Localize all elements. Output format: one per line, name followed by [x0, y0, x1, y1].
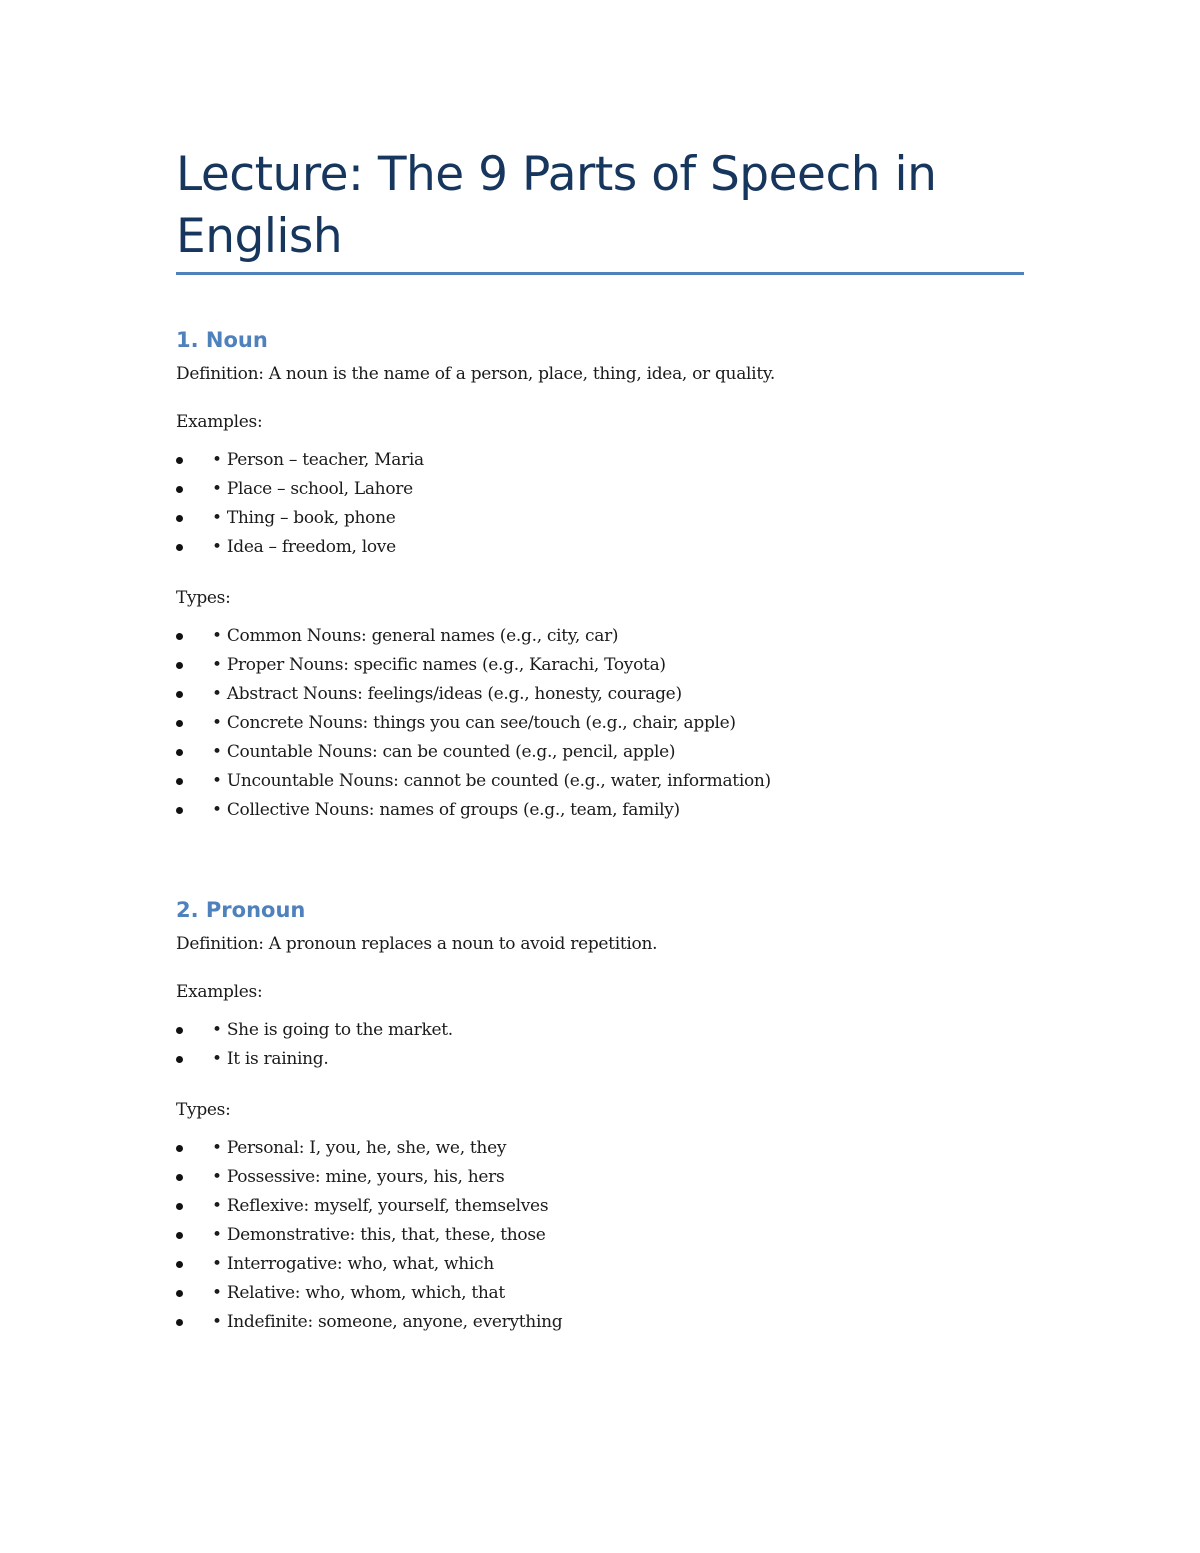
list-item	[176, 1134, 1024, 1163]
list-item-text: • Collective Nouns: names of groups (e.g., team, family)	[212, 800, 680, 820]
bullet-dot-icon	[176, 1261, 183, 1268]
section-noun	[176, 326, 1024, 825]
list-item-text: • Demonstrative: this, that, these, those	[212, 1225, 546, 1245]
list-item	[176, 533, 1024, 562]
section-pronoun	[176, 896, 1024, 1337]
bullet-dot-icon	[176, 1027, 183, 1034]
list-item	[176, 1192, 1024, 1221]
definition-text: Definition: A pronoun replaces a noun to avoid repetition.	[176, 934, 658, 954]
list-item-text: • She is going to the market.	[212, 1020, 453, 1040]
bullet-dot-icon	[176, 662, 183, 669]
list-item-text: • Countable Nouns: can be counted (e.g., pencil, apple)	[212, 742, 676, 762]
list-item	[176, 475, 1024, 504]
list-item	[176, 1163, 1024, 1192]
list-item-text: • Person – teacher, Maria	[212, 450, 424, 470]
section-heading: 1. Noun	[176, 328, 268, 352]
examples-label: Examples:	[176, 982, 263, 1002]
list-item	[176, 446, 1024, 475]
list-item	[176, 1045, 1024, 1074]
definition-text: Definition: A noun is the name of a person, place, thing, idea, or quality.	[176, 364, 775, 384]
title-underline-rule	[176, 272, 1024, 275]
list-item	[176, 1308, 1024, 1337]
list-item	[176, 1221, 1024, 1250]
list-item-text: • Common Nouns: general names (e.g., city, car)	[212, 626, 619, 646]
list-item-text: • Place – school, Lahore	[212, 479, 413, 499]
list-item-text: • Idea – freedom, love	[212, 537, 396, 557]
bullet-dot-icon	[176, 457, 183, 464]
list-item-text: • Reflexive: myself, yourself, themselves	[212, 1196, 549, 1216]
examples-label: Examples:	[176, 412, 263, 432]
bullet-dot-icon	[176, 544, 183, 551]
list-item-text: • Interrogative: who, what, which	[212, 1254, 494, 1274]
bullet-dot-icon	[176, 1174, 183, 1181]
list-item	[176, 1016, 1024, 1045]
bullet-dot-icon	[176, 1290, 183, 1297]
bullet-dot-icon	[176, 749, 183, 756]
list-item-text: • Abstract Nouns: feelings/ideas (e.g., honesty, courage)	[212, 684, 682, 704]
list-item	[176, 1250, 1024, 1279]
bullet-dot-icon	[176, 633, 183, 640]
bullet-dot-icon	[176, 1145, 183, 1152]
list-item	[176, 738, 1024, 767]
list-item-text: • Possessive: mine, yours, his, hers	[212, 1167, 505, 1187]
bullet-dot-icon	[176, 1232, 183, 1239]
bullet-dot-icon	[176, 691, 183, 698]
list-item	[176, 504, 1024, 533]
list-item-text: • Uncountable Nouns: cannot be counted (e.g., water, information)	[212, 771, 771, 791]
list-item-text: • Relative: who, whom, which, that	[212, 1283, 505, 1303]
types-label: Types:	[176, 1100, 231, 1120]
list-item	[176, 680, 1024, 709]
list-item	[176, 767, 1024, 796]
list-item-text: • Concrete Nouns: things you can see/touch (e.g., chair, apple)	[212, 713, 736, 733]
list-item-text: • Personal: I, you, he, she, we, they	[212, 1138, 507, 1158]
list-item-text: • It is raining.	[212, 1049, 329, 1069]
bullet-dot-icon	[176, 1056, 183, 1063]
bullet-dot-icon	[176, 515, 183, 522]
bullet-dot-icon	[176, 1203, 183, 1210]
examples-list	[176, 1016, 1024, 1074]
bullet-dot-icon	[176, 720, 183, 727]
types-list	[176, 1134, 1024, 1337]
types-list	[176, 622, 1024, 825]
list-item-text: • Thing – book, phone	[212, 508, 396, 528]
bullet-dot-icon	[176, 1319, 183, 1326]
list-item	[176, 1279, 1024, 1308]
document-title: Lecture: The 9 Parts of Speech in English	[176, 147, 937, 264]
bullet-dot-icon	[176, 778, 183, 785]
bullet-dot-icon	[176, 486, 183, 493]
examples-list	[176, 446, 1024, 562]
bullet-dot-icon	[176, 807, 183, 814]
types-label: Types:	[176, 588, 231, 608]
list-item	[176, 709, 1024, 738]
list-item-text: • Proper Nouns: specific names (e.g., Karachi, Toyota)	[212, 655, 666, 675]
section-heading: 2. Pronoun	[176, 898, 306, 922]
list-item	[176, 622, 1024, 651]
list-item	[176, 796, 1024, 825]
list-item-text: • Indefinite: someone, anyone, everything	[212, 1312, 563, 1332]
list-item	[176, 651, 1024, 680]
